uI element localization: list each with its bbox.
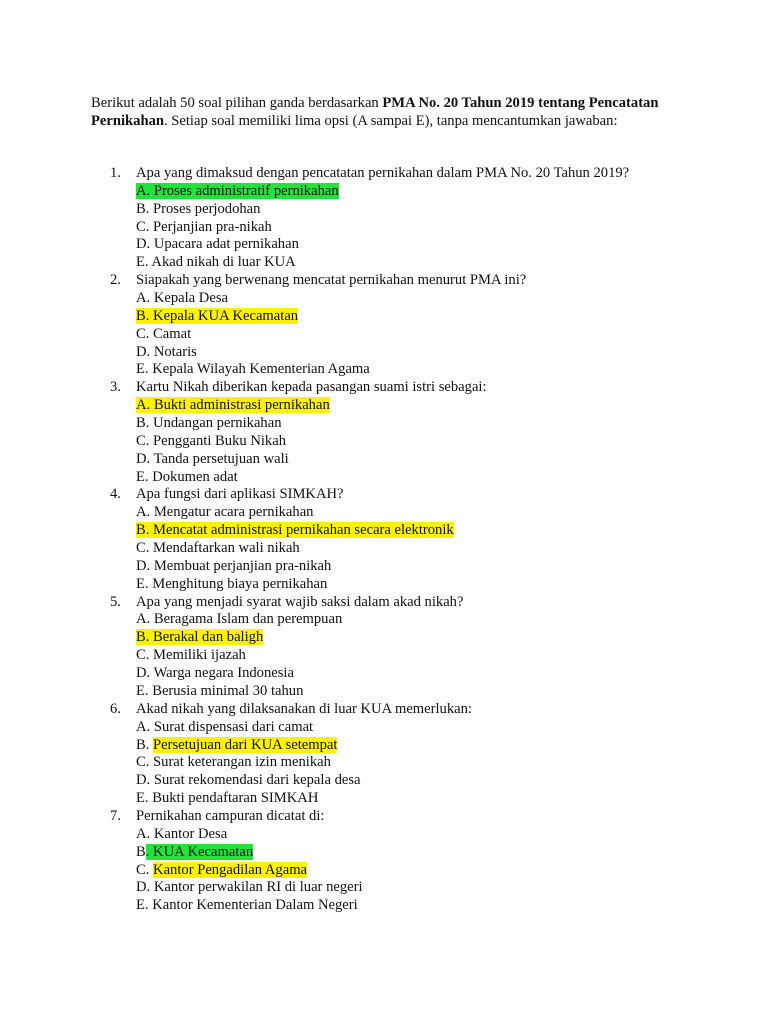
option-plain: C. [136,861,154,878]
option-line [0,415,768,433]
option-plain: A. Mengatur acara pernikahan [136,504,314,521]
question-number: 6. [110,700,121,717]
option-text [136,576,327,594]
option-line [0,665,768,683]
question-line [0,808,768,826]
option-text [136,451,289,469]
option-highlight: Kantor Pengadilan Agama [153,861,308,878]
option-line [0,558,768,576]
question-number: 5. [110,593,121,610]
option-line [0,451,768,469]
option-plain: B. [136,736,154,753]
question-text: Apa yang dimaksud dengan pencatatan pernikahan dalam PMA No. 20 Tahun 2019? [136,165,630,181]
option-highlight: B. Berakal dan baligh [136,629,264,646]
option-highlight: A. Proses administratif pernikahan [136,182,339,199]
option-text [136,236,299,254]
option-plain: E. Bukti pendaftaran SIMKAH [136,790,319,807]
option-line [0,719,768,737]
option-text [136,433,286,451]
option-plain: C. Surat keterangan izin menikah [136,754,331,771]
option-plain: A. Kepala Desa [136,290,228,307]
option-text [136,665,294,683]
option-highlight: B. Mencatat administrasi pernikahan secara elektronik [136,522,454,539]
question-number: 1. [110,165,121,181]
option-text [136,415,282,433]
option-text [136,522,454,540]
option-plain: B [136,843,146,860]
option-line [0,683,768,701]
question-line [0,165,768,183]
question-line [0,594,768,612]
option-highlight: A. Bukti administrasi pernikahan [136,397,330,414]
option-text [136,219,272,237]
question-text: Akad nikah yang dilaksanakan di luar KUA memerlukan: [136,700,472,717]
question-item [0,808,768,915]
option-text [136,308,298,326]
option-line [0,647,768,665]
intro-text-pre: Berikut adalah 50 soal pilihan ganda berdasarkan [91,95,383,111]
option-plain: C. Camat [136,325,192,342]
option-plain: A. Surat dispensasi dari camat [136,718,314,735]
option-plain: C. Mendaftarkan wali nikah [136,540,300,557]
option-text [136,558,331,576]
option-plain: D. Notaris [136,343,197,360]
question-text: Pernikahan campuran dicatat di: [136,807,325,824]
option-line [0,540,768,558]
option-text [136,879,363,897]
option-plain: E. Akad nikah di luar KUA [136,254,296,271]
option-text [136,397,330,415]
option-line [0,504,768,522]
question-item [0,272,768,379]
option-text [136,844,253,862]
option-text [136,611,342,629]
option-line [0,522,768,540]
question-text: Apa yang menjadi syarat wajib saksi dalam akad nikah? [136,593,464,610]
option-plain: E. Kantor Kementerian Dalam Negeri [136,897,358,914]
option-plain: C. Memiliki ijazah [136,647,246,664]
option-plain: D. Membuat perjanjian pra-nikah [136,557,332,574]
option-text [136,469,238,487]
question-number: 2. [110,272,121,289]
option-text [136,326,191,344]
option-text [136,719,313,737]
option-text [136,790,318,808]
question-item [0,486,768,593]
option-text [136,629,263,647]
option-line [0,879,768,897]
option-line [0,469,768,487]
option-line [0,862,768,880]
option-text [136,897,358,915]
question-line [0,486,768,504]
option-line [0,254,768,272]
option-plain: D. Kantor perwakilan RI di luar negeri [136,879,363,896]
option-line [0,754,768,772]
question-line [0,272,768,290]
option-plain: C. Pengganti Buku Nikah [136,432,286,449]
option-line [0,897,768,915]
intro-paragraph [91,94,681,130]
option-line [0,844,768,862]
option-text [136,290,228,308]
question-number: 4. [110,486,121,503]
option-plain: E. Berusia minimal 30 tahun [136,682,304,699]
option-plain: B. Proses perjodohan [136,200,261,217]
option-line [0,576,768,594]
question-line [0,701,768,719]
question-line [0,379,768,397]
option-text [136,737,337,755]
question-number: 7. [110,807,121,824]
option-plain: E. Dokumen adat [136,468,238,485]
question-number: 3. [110,379,121,396]
option-plain: A. Beragama Islam dan perempuan [136,611,343,628]
option-text [136,862,307,880]
option-line [0,790,768,808]
option-text [136,826,227,844]
question-item [0,701,768,808]
option-line [0,361,768,379]
option-text [136,754,331,772]
option-line [0,236,768,254]
option-text [136,540,300,558]
intro-text-post: . Setiap soal memiliki lima opsi (A sampai E), tanpa mencantumkan jawaban: [163,113,618,129]
question-list [0,165,768,915]
option-line [0,611,768,629]
option-plain: D. Tanda persetujuan wali [136,450,289,467]
question-item [0,165,768,272]
option-plain: E. Menghitung biaya pernikahan [136,575,328,592]
option-plain: B. Undangan pernikahan [136,415,282,432]
option-text [136,361,370,379]
option-plain: C. Perjanjian pra-nikah [136,218,272,235]
option-line [0,433,768,451]
option-text [136,254,296,272]
option-line [0,344,768,362]
option-plain: D. Warga negara Indonesia [136,665,294,682]
option-text [136,647,246,665]
question-text: Kartu Nikah diberikan kepada pasangan suami istri sebagai: [136,379,487,396]
option-text [136,183,339,201]
option-text [136,201,260,219]
question-item [0,594,768,701]
option-line [0,219,768,237]
intro-text-bold: PMA No. 20 Tahun 2019 tentang Pencatatan Pernikahan [91,95,659,129]
option-plain: E. Kepala Wilayah Kementerian Agama [136,361,370,378]
option-line [0,201,768,219]
option-line [0,183,768,201]
option-highlight: Persetujuan dari KUA setempat [153,736,338,753]
option-line [0,629,768,647]
option-line [0,772,768,790]
option-plain: D. Upacara adat pernikahan [136,236,299,253]
option-plain: D. Surat rekomendasi dari kepala desa [136,772,361,789]
option-text [136,772,361,790]
option-line [0,397,768,415]
option-text [136,683,303,701]
option-line [0,826,768,844]
option-text [136,344,197,362]
question-text: Siapakah yang berwenang mencatat pernikahan menurut PMA ini? [136,272,527,289]
option-text [136,504,313,522]
question-text: Apa fungsi dari aplikasi SIMKAH? [136,486,344,503]
question-item [0,379,768,486]
option-plain: A. Kantor Desa [136,825,228,842]
option-highlight: . KUA Kecamatan [145,843,254,860]
option-line [0,737,768,755]
option-line [0,308,768,326]
option-line [0,290,768,308]
option-line [0,326,768,344]
option-highlight: B. Kepala KUA Kecamatan [136,307,299,324]
